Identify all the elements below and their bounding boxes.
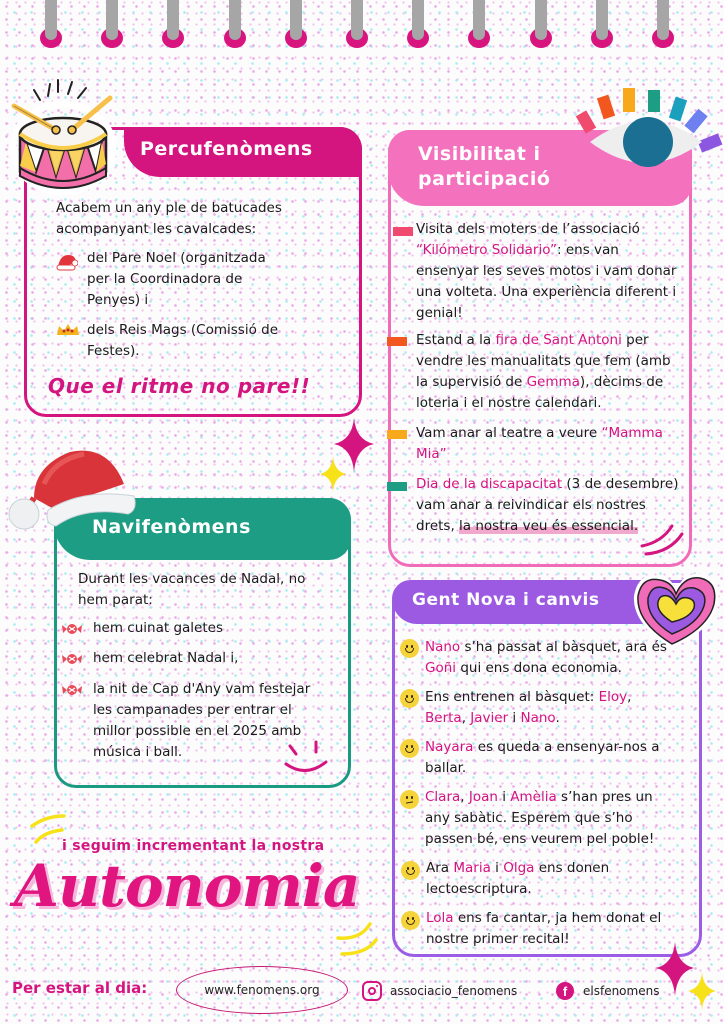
gent-nova-item: Clara, Joan i Amèlia s’han pres un any sabàtic. Esperem que s’ho passen bé, ens veurem pel poble! bbox=[425, 789, 655, 847]
autonomia-subtitle: i seguim incrementant la nostra bbox=[62, 838, 325, 854]
spiral-ring bbox=[591, 0, 613, 48]
percufenomens-slogan: Que el ritme no pare!! bbox=[48, 374, 311, 398]
santa-hat-icon bbox=[56, 253, 78, 274]
candy-icon bbox=[62, 652, 82, 668]
instagram-link[interactable]: associacio_fenomens bbox=[362, 981, 517, 1001]
sparkle-icon bbox=[688, 972, 716, 1014]
happy-face-icon bbox=[401, 911, 420, 930]
gent-nova-item: Lola ens fa cantar, ja hem donat el nostre primer recital! bbox=[426, 910, 662, 947]
percufenomens-item: dels Reis Mags (Comissió de Festes). bbox=[56, 320, 306, 362]
spiral-ring bbox=[162, 0, 184, 48]
percufenomens-title: Percufenòmens bbox=[124, 127, 362, 177]
item-bar bbox=[387, 337, 407, 346]
happy-face-icon bbox=[401, 861, 420, 880]
santa-hat-icon bbox=[4, 444, 138, 536]
navifenomens-item: la nit de Cap d'Any vam festejar les campanades per entrar el millor possible en el 2025 amb música i ball. bbox=[62, 679, 342, 763]
facebook-link[interactable]: f elsfenomens bbox=[556, 982, 659, 1000]
item-bar bbox=[393, 227, 413, 236]
candy-icon bbox=[62, 622, 82, 638]
gent-nova-title: Gent Nova i canvis bbox=[392, 580, 654, 624]
visibilitat-item: Visita dels moters de l’associació “Kilómetro Solidario”: ens van ensenyar les seves motos i vam donar una volteta. Una experiència diferent i genial! bbox=[416, 221, 677, 321]
website-link[interactable]: www.fenomens.org bbox=[176, 966, 348, 1014]
gent-nova-item: Ara Maria i Olga ens donen lectoescriptura. bbox=[426, 860, 610, 897]
item-bar bbox=[387, 430, 407, 439]
footer-label: Per estar al dia: bbox=[12, 979, 148, 997]
spiral-ring bbox=[407, 0, 429, 48]
gent-nova-item: Nayara es queda a ensenyar-nos a ballar. bbox=[425, 739, 660, 776]
navifenomens-item: hem cuinat galetes bbox=[62, 618, 342, 639]
spiral-ring bbox=[346, 0, 368, 48]
navifenomens-title: Navifenòmens bbox=[54, 498, 351, 560]
swoosh-decoration bbox=[640, 518, 686, 562]
gent-nova-item: Ens entrenen al bàsquet: Eloy, Berta, Javier i Nano. bbox=[425, 689, 632, 726]
swoosh-decoration bbox=[336, 922, 382, 960]
item-bar bbox=[387, 482, 407, 491]
sad-face-icon bbox=[400, 790, 419, 809]
drum-icon bbox=[6, 76, 124, 196]
candy-icon bbox=[62, 683, 82, 699]
gent-nova-item: Nano s’ha passat al bàsquet, ara és Goñi qui ens dona economia. bbox=[425, 639, 667, 676]
instagram-icon bbox=[362, 981, 382, 1001]
spiral-ring bbox=[101, 0, 123, 48]
happy-face-icon bbox=[400, 689, 419, 708]
sparkle-icon bbox=[320, 456, 346, 496]
spiral-ring bbox=[468, 0, 490, 48]
visibilitat-title: Visibilitat i participació bbox=[388, 130, 692, 206]
facebook-icon: f bbox=[556, 982, 574, 1000]
navifenomens-intro: Durant les vacances de Nadal, no hem parat: bbox=[78, 571, 306, 608]
spiral-ring bbox=[530, 0, 552, 48]
autonomia-title: Autonomia bbox=[14, 852, 360, 920]
happy-face-icon bbox=[400, 639, 419, 658]
smile-decoration bbox=[282, 738, 332, 778]
percufenomens-intro: Acabem un any ple de batucades acompanyant les cavalcades: bbox=[56, 200, 282, 237]
spiral-ring bbox=[285, 0, 307, 48]
spiral-ring bbox=[40, 0, 62, 48]
visibilitat-item: Estand a la fira de Sant Antoni per vendre les manualitats que fem (amb la supervisió de Gemma), dècims de loteria i el nostre calendari. bbox=[416, 332, 671, 411]
eye-icon bbox=[576, 80, 724, 190]
visibilitat-item: Vam anar al teatre a veure “Mamma Mia” bbox=[416, 425, 663, 462]
crown-icon bbox=[56, 323, 80, 340]
spiral-ring bbox=[652, 0, 674, 48]
navifenomens-item: hem celebrat Nadal i, bbox=[62, 648, 342, 669]
visibilitat-item: Dia de la discapacitat (3 de desembre) vam anar a reivindicar els nostres drets, la nostra veu és essencial. bbox=[416, 476, 679, 534]
happy-face-icon bbox=[400, 739, 419, 758]
percufenomens-item: del Pare Noel (organitzada per la Coordinadora de Penyes) i bbox=[56, 248, 306, 311]
spiral-ring bbox=[224, 0, 246, 48]
